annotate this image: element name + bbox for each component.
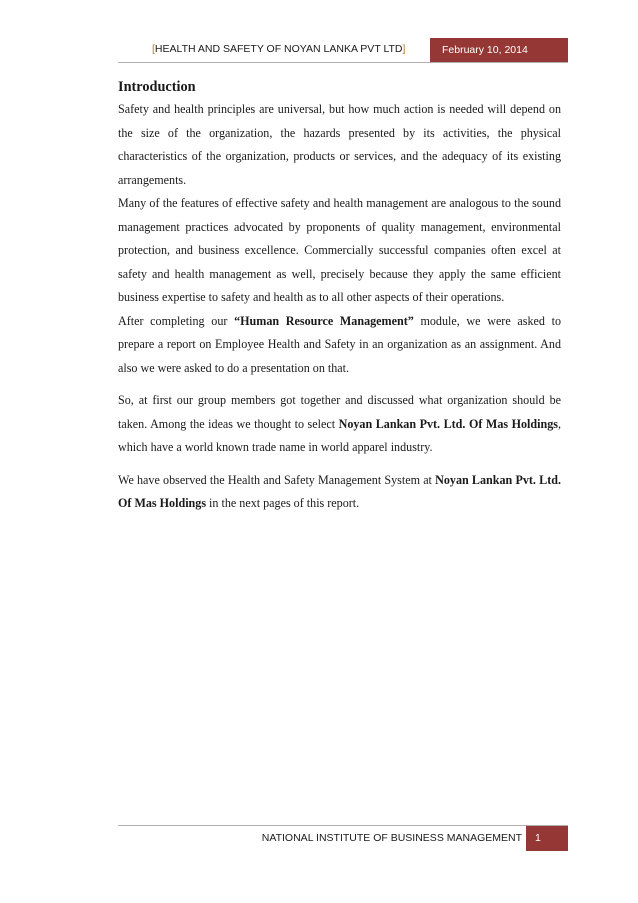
paragraph-5-text-a: We have observed the Health and Safety Management System at (118, 472, 436, 487)
paragraph-4-text-a: So, at first our group members got together and discussed what organization should be taken. Among the ideas we thought to select (118, 393, 561, 431)
paragraph-2: Many of the features of effective safety and health management are analogous to the sound management practices advocated by proponents of quality management, environmental protection, and business excellence. Commercially successful companies often excel at safety and health management as well, precisely because they apply the same efficient business expertise to safety and health as to all other aspects of their operations. (118, 196, 561, 304)
paragraph-5 (118, 469, 561, 516)
header-title (152, 43, 405, 55)
paragraph-3-text-b: module, we were asked to prepare a report on Employee Health and Safety in an organization as an assignment. And also we were asked to do a presentation on that. (118, 313, 561, 375)
paragraph-4 (118, 389, 561, 460)
header-title-text: HEALTH AND SAFETY OF NOYAN LANKA PVT LTD (154, 43, 403, 55)
paragraph-5-text-b: in the next pages of this report. (206, 496, 360, 510)
header-bracket-open: [ (152, 43, 155, 55)
paragraph-4-text-b: , which have a world known trade name in world apparel industry. (118, 416, 562, 454)
section-heading: Introduction (118, 79, 196, 95)
paragraph-3 (118, 310, 561, 381)
header-date: February 10, 2014 (430, 38, 568, 62)
page-number: 1 (526, 826, 568, 851)
page-header (118, 38, 568, 63)
paragraph-5-bold: Noyan Lankan Pvt. Ltd. Of Mas Holdings (118, 472, 561, 510)
paragraph-3-text-a: After completing our (118, 313, 235, 328)
footer-institute: NATIONAL INSTITUTE OF BUSINESS MANAGEMENT (261, 832, 522, 844)
paragraph-1: Safety and health principles are universal, but how much action is needed will depend on the size of the organization, the hazards presented by its activities, the physical characteristics of the organization, products or services, and the adequacy of its existing arrangements. (118, 102, 561, 187)
page-footer (118, 825, 568, 851)
header-bracket-close: ] (402, 43, 406, 55)
paragraph-3-bold: “Human Resource Management” (234, 313, 414, 328)
paragraph-4-bold: Noyan Lankan Pvt. Ltd. Of Mas Holdings (338, 416, 558, 431)
document-body (118, 76, 561, 516)
